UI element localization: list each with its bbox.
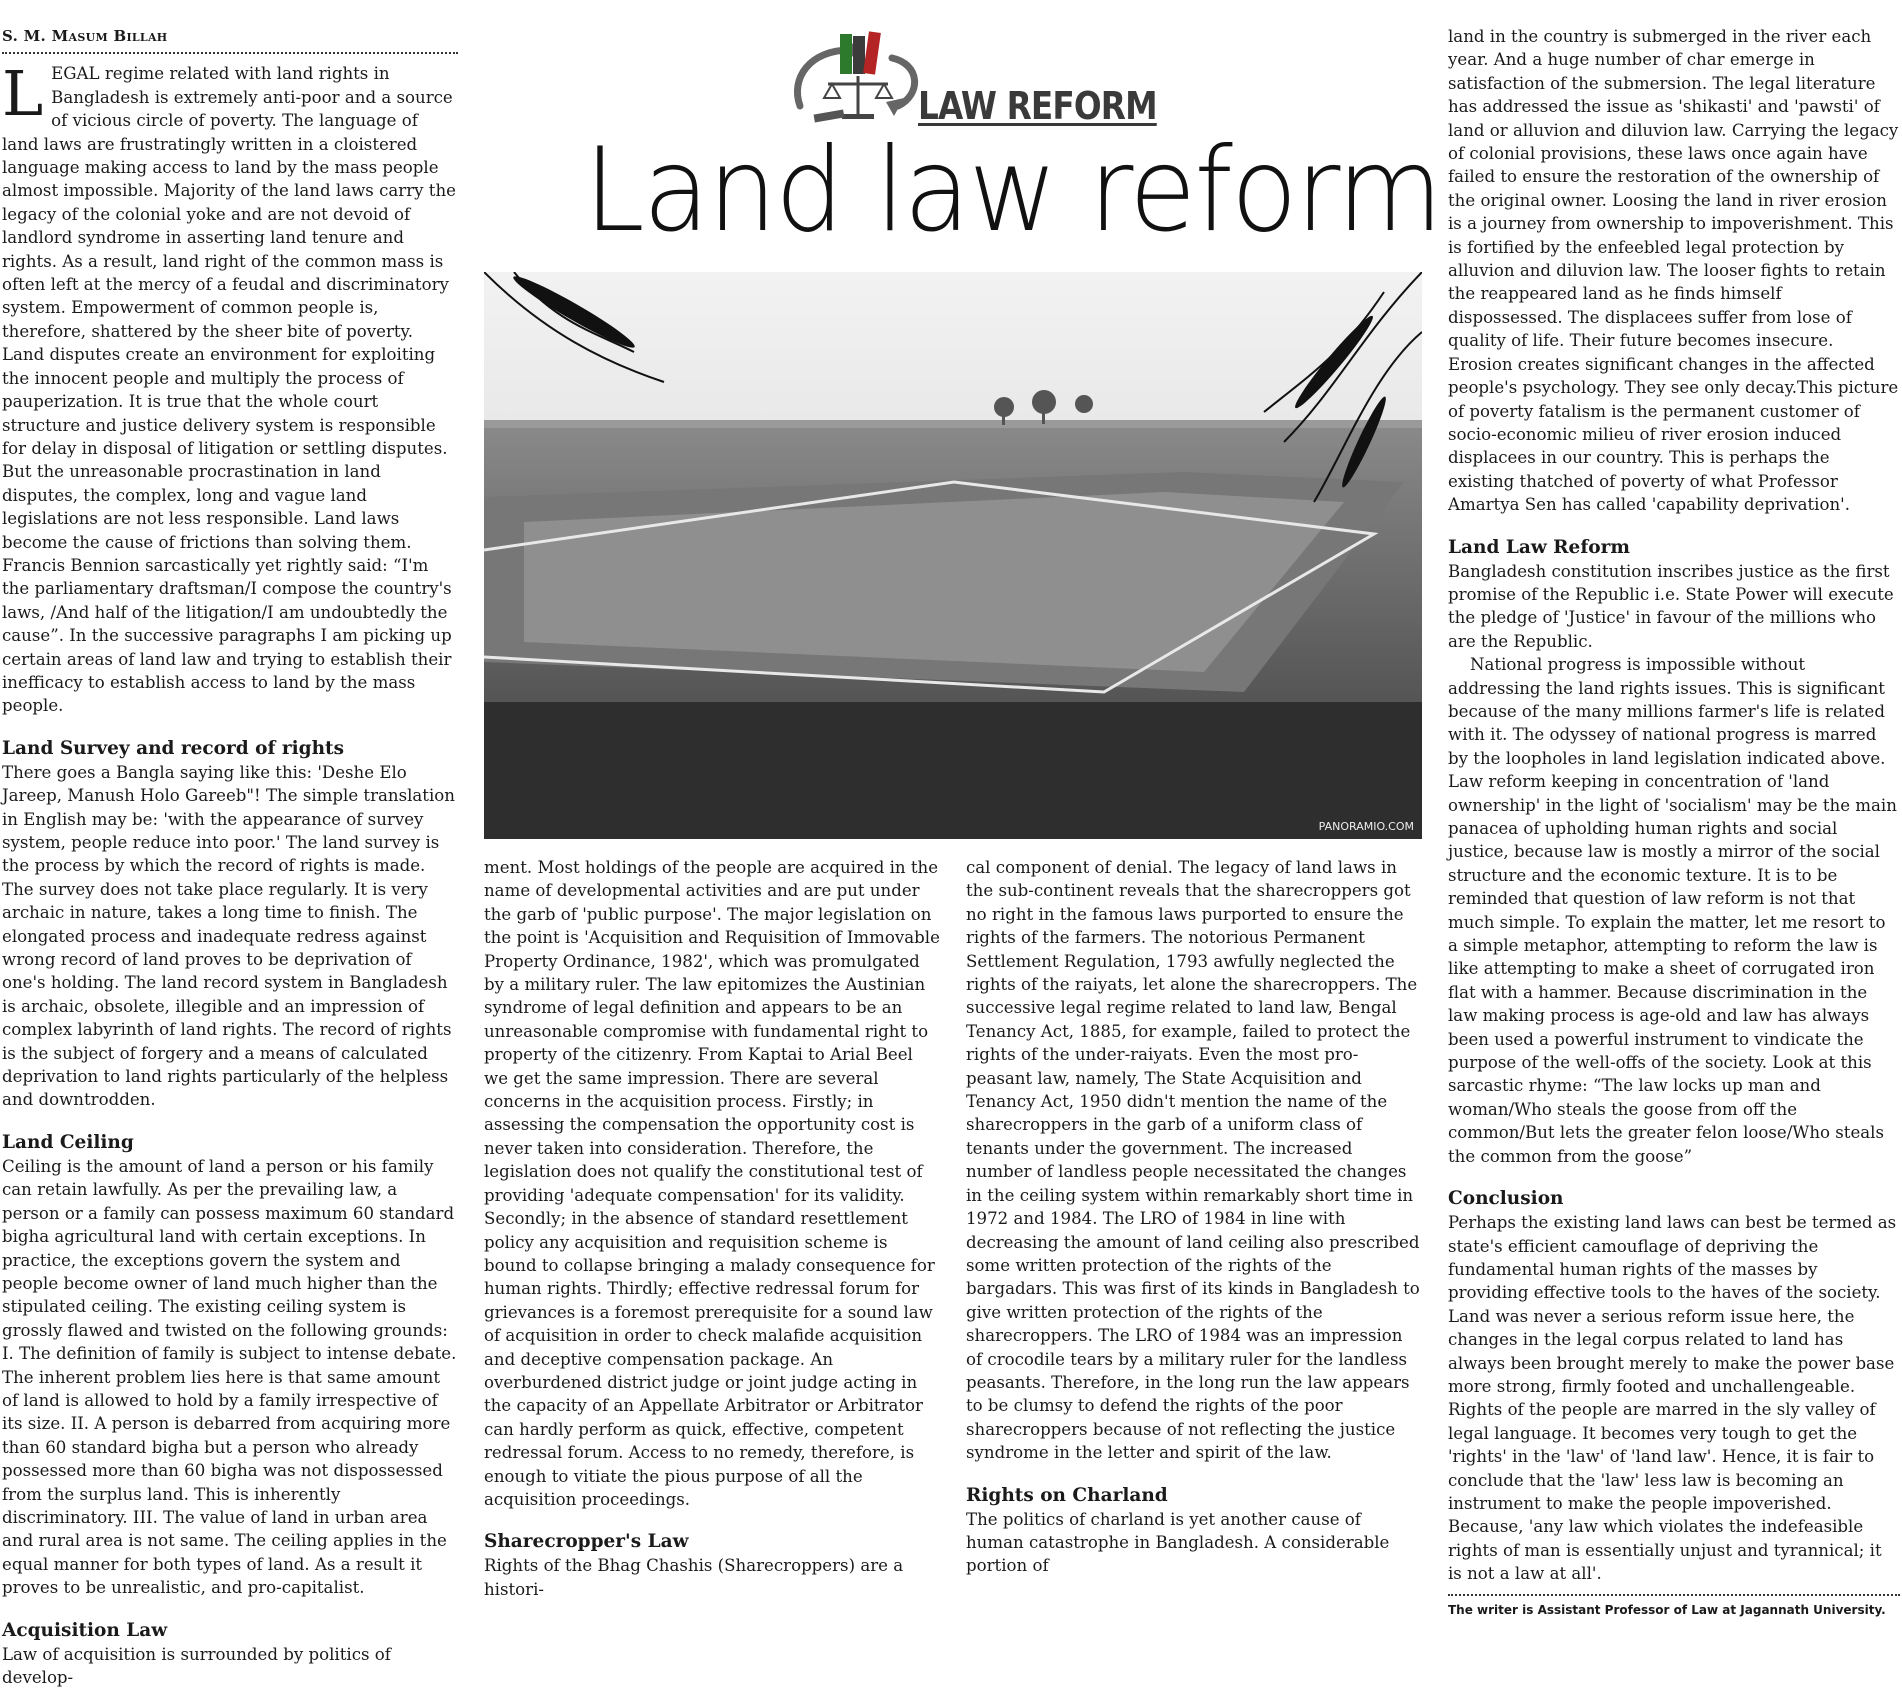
heading-acquisition-law: Acquisition Law [2, 1619, 168, 1641]
drop-cap: L [2, 57, 44, 131]
heading-land-ceiling: Land Ceiling [2, 1131, 134, 1153]
lead-text: EGAL regime related with land rights in Bangladesh is extremely anti-poor and a source of vicious circle of poverty. The language of land laws are frustratingly written in a cloistered language making access to land by the mass people almost impossible. Majority of the land laws carry the legacy of the colonial yoke and are not devoid of landlord syndrome in asserting land tenure and rights. As a result, land right of the common mass is often left at the mercy of a feudal and discriminatory system. Empowerment of common people is, therefore, shattered by the sheer bite of poverty. Land disputes create an environment for exploiting the innocent people and multiply the process of pauperization. It is true that the whole court structure and justice delivery system is responsible for delay in disposal of litigation or settling disputes. But the unreasonable procrastination in land disputes, the complex, long and vague land legislations are not less responsible. Land laws become the cause of frictions than solving them. Francis Bennion sarcastically yet rightly said: “I'm the parliamentary draftsman/I compose the country's laws, /And half of the litigation/I am undoubtedly the cause”. In the successive paragraphs I am picking up certain areas of land law and trying to establish their inefficacy to establish access to land by the mass people. [2, 64, 456, 716]
paragraph-reform-1: Bangladesh constitution inscribes justice as the first promise of the Republic i.e. State Power will execute the pledge of 'Justice' in favour of the millions who are the Republic. [1448, 561, 1894, 651]
author-footnote: The writer is Assistant Professor of Law at Jagannath University. [1448, 1594, 1900, 1618]
heading-sharecroppers-law: Sharecropper's Law [484, 1531, 689, 1553]
lead-paragraph [2, 57, 458, 717]
column-4 [1448, 25, 1900, 1618]
paragraph-charland-start: The politics of charland is yet another cause of human catastrophe in Bangladesh. A considerable portion of [966, 1509, 1390, 1576]
heading-land-survey: Land Survey and record of rights [2, 737, 345, 759]
paragraph-sharecropper-cont: cal component of denial. The legacy of land laws in the sub-continent reveals that the sharecroppers got no right in the famous laws purported to ensure the rights of the farmers. The notorious Permanent Settlement Regulation, 1793 awfully neglected the rights of the raiyats, let alone the sharecroppers. The successive legal regime related to land law, Bengal Tenancy Act, 1885, for example, failed to protect the rights of the under-raiyats. Even the most pro-peasant law, namely, The State Acquisition and Tenancy Act, 1950 didn't mention the name of the sharecroppers in the garb of a uniform class of tenants under the government. The increased number of landless people necessitated the changes in the ceiling system within remarkably short time in 1972 and 1984. The LRO of 1984 in line with decreasing the amount of land ceiling also prescribed some written protection of the rights of the bargadars. This was first of its kinds in Bangladesh to give written protection of the rights of the sharecroppers. The LRO of 1984 was an impression of crocodile tears by a military ruler for the landless peasants. Therefore, in the long run the law appears to be clumsy to defend the rights of the poor sharecroppers because of not reflecting the justice syndrome in the letter and spirit of the law. [966, 858, 1420, 1463]
paragraph-sharecropper-start: Rights of the Bhag Chashis (Sharecroppers) are a histori- [484, 1556, 904, 1599]
column-3 [966, 856, 1422, 1578]
byline [2, 25, 458, 54]
paragraph-conclusion: Perhaps the existing land laws can best be termed as state's efficient camouflage of depriving the fundamental human rights of the masses by providing effective tools to the haves of the society. Land was never a serious reform issue here, the changes in the legal corpus related to land has always been brought merely to make the power base more strong, firmly footed and unchallengeable. Rights of the people are marred in the sly valley of legal language. It becomes very tough to get the 'rights' in the 'law' of 'land law'. Hence, it is fair to conclude that the 'law' less law is becoming an instrument to make the people impoverished. Because, 'any law which violates the indefeasible rights of man is essentially unjust and tyrannical; it is not a law at all'. [1448, 1213, 1897, 1584]
paragraph-charland-cont: land in the country is submerged in the river each year. And a huge number of char emerge in satisfaction of the submersion. The legal literature has addressed the issue as 'shikasti' and 'pawsti' of land or alluvion and diluvion law. Carrying the legacy of colonial provisions, these laws once again have failed to ensure the restoration of the ownership of the original owner. Loosing the land in river erosion is a journey from ownership to impoverishment. This is fortified by the enfeebled legal protection by alluvion and diluvion law. The looser fights to retain the reappeared land as he finds himself dispossessed. The displacees suffer from lose of quality of life. Their future becomes insecure. Erosion creates significant changes in the affected people's psychology. They see only decay.This picture of poverty fatalism is the permanent customer of socio-economic milieu of river erosion induced displacees in our country. This is perhaps the existing thatched of poverty of what Professor Amartya Sen has called 'capability deprivation'. [1448, 27, 1899, 515]
paragraph-land-ceiling: Ceiling is the amount of land a person or his family can retain lawfully. As per the prevailing law, a person or a family can possess maximum 60 standard bigha agricultural land with certain exceptions. In practice, the exceptions govern the system and people become owner of land much higher than the stipulated ceiling. The existing ceiling system is grossly flawed and twisted on the following grounds: I. The definition of family is subject to intense debate. The inherent problem lies here is that same amount of land is allowed to hold by a family irrespective of its size. II. A person is debarred from acquiring more than 60 standard bigha but a person who already possessed more than 60 bigha was not dispossessed from the surplus land. This is inherently discriminatory. III. The value of land in urban area and rural area is not same. The ceiling applies in the equal manner for both types of land. As a result it proves to be unrealistic, and pro-capitalist. [2, 1156, 457, 1598]
photo-credit: PANORAMIO.COM [1318, 820, 1414, 833]
headline: Land law reform [584, 123, 1442, 258]
column-2 [484, 856, 942, 1601]
paragraph-acquisition-cont: ment. Most holdings of the people are acquired in the name of developmental activities and are put under the garb of 'public purpose'. The major legislation on the point is 'Acquisition and Requisition of Immovable Property Ordinance, 1982', which was promulgated by a military ruler. The law epitomizes the Austinian syndrome of legal definition and appears to be an unreasonable compromise with fundamental right to property of the citizenry. From Kaptai to Arial Beel we get the same impression. There are several concerns in the acquisition process. Firstly; in assessing the compensation the opportunity cost is never taken into consideration. Therefore, the legislation does not qualify the constitutional test of providing 'adequate compensation' for its validity. Secondly; in the absence of standard resettlement policy any acquisition and requisition scheme is bound to collapse bringing a malady consequence for human rights. Thirdly; effective redressal forum for grievances is a foremost prerequisite for a sound law of acquisition in order to check malafide acquisition and deceptive compensation package. An overburdened district judge or joint judge acting in the capacity of an Appellate Arbitrator or Arbitrator can hardly perform as quick, effective, competent redressal forum. Access to no remedy, therefore, is enough to vitiate the pious purpose of all the acquisition proceedings. [484, 858, 940, 1509]
byline-initials: S. M. [2, 27, 52, 45]
section-label: LAW REFORM [918, 84, 1157, 128]
byline-name: Masum Billah [51, 27, 168, 45]
column-1 [2, 25, 458, 1689]
paragraph-acquisition-start: Law of acquisition is surrounded by politics of develop- [2, 1644, 391, 1687]
paragraph-reform-2: National progress is impossible without addressing the land rights issues. This is significant because of the many millions farmer's life is related with it. The odyssey of national progress is marred by the loopholes in land legislation indicated above. Law reform keeping in concentration of 'land ownership' in the light of 'socialism' may be the main panacea of upholding human rights and social justice, because law is mostly a mirror of the social structure and the economic texture. It is to be reminded that question of law reform is not that much simple. To explain the matter, let me resort to a simple metaphor, attempting to reform the law is like attempting to make a sheet of corrugated iron flat with a hammer. Because discrimination in the law making process is age-old and law has always been used a powerful instrument to vindicate the purpose of the well-offs of the society. Look at this sarcastic rhyme: “The law locks up man and woman/Who steals the goose from off the common/But lets the greater felon loose/Who steals the common from the goose” [1448, 655, 1897, 1166]
heading-rights-on-charland: Rights on Charland [966, 1484, 1168, 1506]
heading-land-law-reform: Land Law Reform [1448, 536, 1630, 558]
heading-conclusion: Conclusion [1448, 1188, 1564, 1210]
paragraph-land-survey: There goes a Bangla saying like this: 'Deshe Elo Jareep, Manush Holo Gareeb"! The simple translation in English may be: 'with the appearance of survey system, people reduce into poor.' The land survey is the process by which the record of rights is made. The survey does not take place regularly. It is very archaic in nature, takes a long time to finish. The elongated process and inadequate redress against wrong record of land proves to be deprivation of one's holding. The land record system in Bangladesh is archaic, obsolete, illegible and an impression of complex labyrinth of land rights. The record of rights is the subject of forgery and a means of calculated deprivation to land rights particularly of the helpless and downtrodden. [2, 762, 455, 1110]
farmland-photo [484, 272, 1422, 839]
